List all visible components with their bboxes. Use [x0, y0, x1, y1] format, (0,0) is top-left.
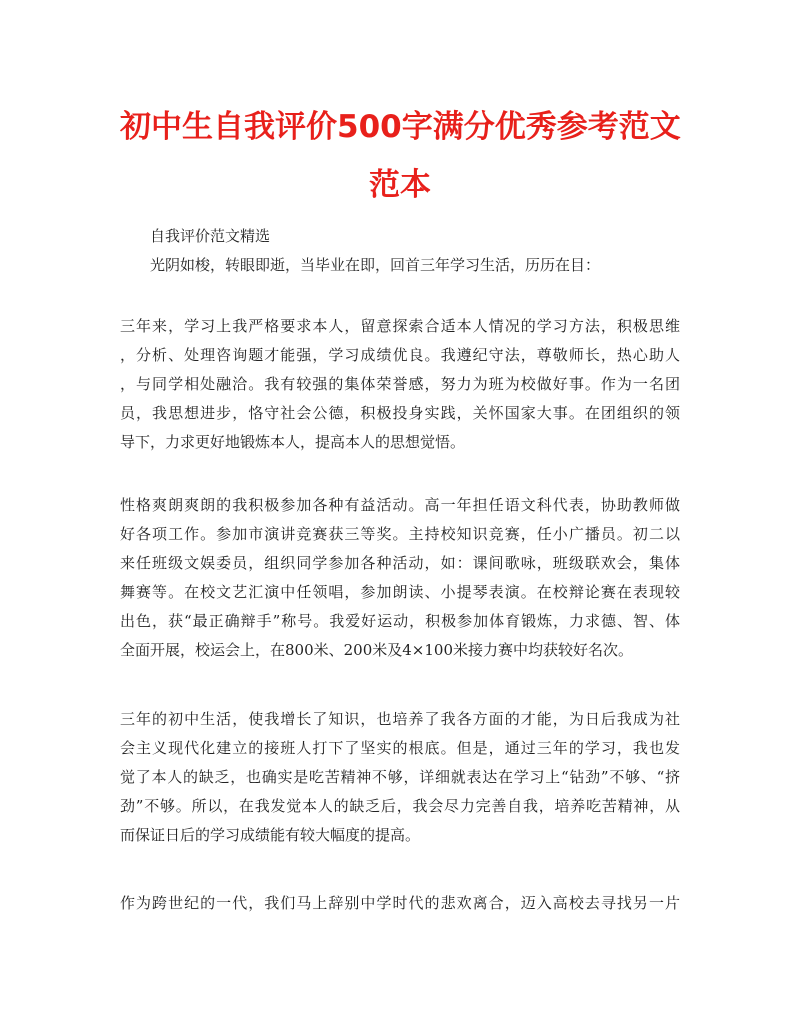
- intro-subtitle: 自我评价范文精选: [150, 227, 271, 245]
- paragraph-line: 觉了本人的缺乏，也确实是吃苦精神不够，详细就表达在学习上“钻劲”不够、“挤: [120, 768, 680, 786]
- paragraph-line: 劲”不够。所以，在我发觉本人的缺乏后，我会尽力完善自我，培养吃苦精神，从: [120, 797, 680, 815]
- paragraph-line: 全面开展，校运会上，在800米、200米及4×100米接力赛中均获较好名次。: [120, 641, 634, 659]
- intro-opening-line: 光阴如梭，转眼即逝，当毕业在即，回首三年学习生活，历历在目：: [150, 256, 601, 274]
- document-title-line-1: 初中生自我评价500字满分优秀参考范文: [120, 109, 681, 145]
- paragraph-line: ，与同学相处融洽。我有较强的集体荣誉感，努力为班为校做好事。作为一名团: [120, 375, 680, 393]
- paragraph-line: 三年来，学习上我严格要求本人，留意探索合适本人情况的学习方法，积极思维: [120, 317, 680, 335]
- paragraph-2: [120, 491, 680, 665]
- paragraph-3: [120, 705, 680, 850]
- document-title-line-2: 范本: [369, 167, 431, 203]
- paragraph-line: ，分析、处理咨询题才能强，学习成绩优良。我遵纪守法，尊敬师长，热心助人: [120, 346, 680, 364]
- paragraph-line: 作为跨世纪的一代，我们马上辞别中学时代的悲欢离合，迈入高校去寻找另一片: [120, 894, 680, 912]
- paragraph-line: 三年的初中生活，使我增长了知识，也培养了我各方面的才能，为日后我成为社: [120, 710, 680, 728]
- paragraph-4: [120, 889, 680, 918]
- paragraph-line: 好各项工作。参加市演讲竞赛获三等奖。主持校知识竞赛，任小广播员。初二以: [120, 525, 680, 543]
- paragraph-line: 导下，力求更好地锻炼本人，提高本人的思想觉悟。: [120, 433, 466, 451]
- paragraph-1: [120, 312, 680, 457]
- paragraph-line: 来任班级文娱委员，组织同学参加各种活动，如：课间歌咏，班级联欢会，集体: [120, 554, 680, 572]
- paragraph-line: 而保证日后的学习成绩能有较大幅度的提高。: [120, 826, 421, 844]
- paragraph-line: 出色，获“最正确辩手”称号。我爱好运动，积极参加体育锻炼，力求德、智、体: [120, 612, 680, 630]
- paragraph-line: 员，我思想进步，恪守社会公德，积极投身实践，关怀国家大事。在团组织的领: [120, 404, 680, 422]
- paragraph-line: 性格爽朗爽朗的我积极参加各种有益活动。高一年担任语文科代表，协助教师做: [120, 496, 680, 514]
- paragraph-line: 会主义现代化建立的接班人打下了坚实的根底。但是，通过三年的学习，我也发: [120, 739, 680, 757]
- paragraph-line: 舞赛等。在校文艺汇演中任领唱，参加朗读、小提琴表演。在校辩论赛在表现较: [120, 583, 680, 601]
